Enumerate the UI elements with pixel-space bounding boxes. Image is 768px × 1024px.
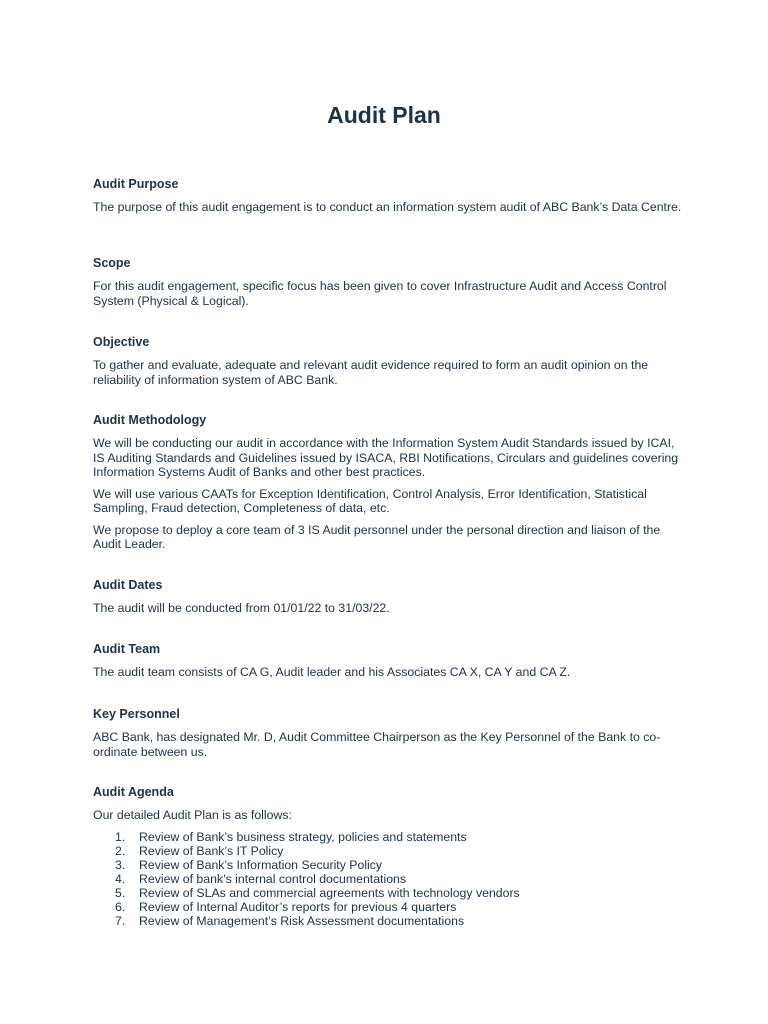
section-paragraph: To gather and evaluate, adequate and relevant audit evidence required to form an audit opinion on the reliability of information system of ABC Bank. — [93, 358, 649, 387]
section-heading: Audit Agenda — [93, 785, 174, 799]
section-audit-agenda — [93, 785, 683, 928]
list-item-text: Review of SLAs and commercial agreements with technology vendors — [139, 885, 520, 900]
section-paragraph: The audit will be conducted from 01/01/22 to 31/03/22. — [93, 601, 390, 615]
list-item — [93, 830, 683, 844]
list-item — [93, 886, 683, 900]
section-heading: Objective — [93, 335, 150, 349]
section-paragraph: We propose to deploy a core team of 3 IS Audit personnel under the personal direction and liaison of the Audit Leader. — [93, 522, 661, 551]
list-item — [93, 900, 683, 914]
section-heading: Key Personnel — [93, 707, 180, 721]
list-item-text: Review of Bank’s IT Policy — [139, 843, 284, 858]
section-scope — [93, 256, 683, 308]
list-item-text: Review of Bank’s business strategy, policies and statements — [139, 829, 467, 844]
section-heading: Audit Team — [93, 642, 161, 656]
section-heading: Audit Methodology — [93, 413, 207, 427]
list-item-number: 2. — [115, 843, 126, 858]
agenda-intro: Our detailed Audit Plan is as follows: — [93, 808, 292, 822]
list-item-number: 5. — [115, 885, 126, 900]
list-item-number: 4. — [115, 871, 126, 886]
section-audit-purpose — [93, 177, 683, 215]
section-audit-team — [93, 642, 683, 680]
section-heading: Scope — [93, 256, 131, 270]
list-item — [93, 858, 683, 872]
list-item — [93, 872, 683, 886]
section-heading: Audit Purpose — [93, 177, 179, 191]
section-key-personnel — [93, 707, 683, 759]
list-item-number: 6. — [115, 899, 126, 914]
agenda-list — [93, 830, 683, 928]
section-objective — [93, 335, 683, 387]
section-paragraph: We will use various CAATs for Exception Identification, Control Analysis, Error Identification, Statistical Sampling, Fraud detection, Completeness of data, etc. — [93, 486, 647, 515]
section-paragraph: The audit team consists of CA G, Audit leader and his Associates CA X, CA Y and CA Z. — [93, 665, 571, 679]
section-heading: Audit Dates — [93, 578, 163, 592]
document-title: Audit Plan — [327, 102, 441, 128]
list-item — [93, 844, 683, 858]
section-paragraph: We will be conducting our audit in accordance with the Information System Audit Standards issued by ICAI, IS Auditing Standards and Guidelines issued by ISACA, RBI Notifications, Circulars and guidelines covering Information Systems Audit of Banks and other best practices. — [93, 436, 679, 479]
section-audit-dates — [93, 578, 683, 616]
list-item-number: 3. — [115, 857, 126, 872]
list-item-number: 1. — [115, 829, 126, 844]
list-item-text: Review of bank’s internal control documentations — [139, 871, 407, 886]
section-audit-methodology — [93, 413, 683, 552]
section-paragraph: ABC Bank, has designated Mr. D, Audit Committee Chairperson as the Key Personnel of the Bank to co-ordinate between us. — [93, 730, 661, 759]
section-paragraph: The purpose of this audit engagement is to conduct an information system audit of ABC Bank’s Data Centre. — [93, 200, 682, 214]
list-item-number: 7. — [115, 913, 126, 928]
list-item — [93, 914, 683, 928]
list-item-text: Review of Management’s Risk Assessment documentations — [139, 913, 465, 928]
list-item-text: Review of Bank’s Information Security Policy — [139, 857, 383, 872]
section-paragraph: For this audit engagement, specific focus has been given to cover Infrastructure Audit and Access Control System (Physical & Logical). — [93, 279, 667, 308]
list-item-text: Review of Internal Auditor’s reports for previous 4 quarters — [139, 899, 457, 914]
